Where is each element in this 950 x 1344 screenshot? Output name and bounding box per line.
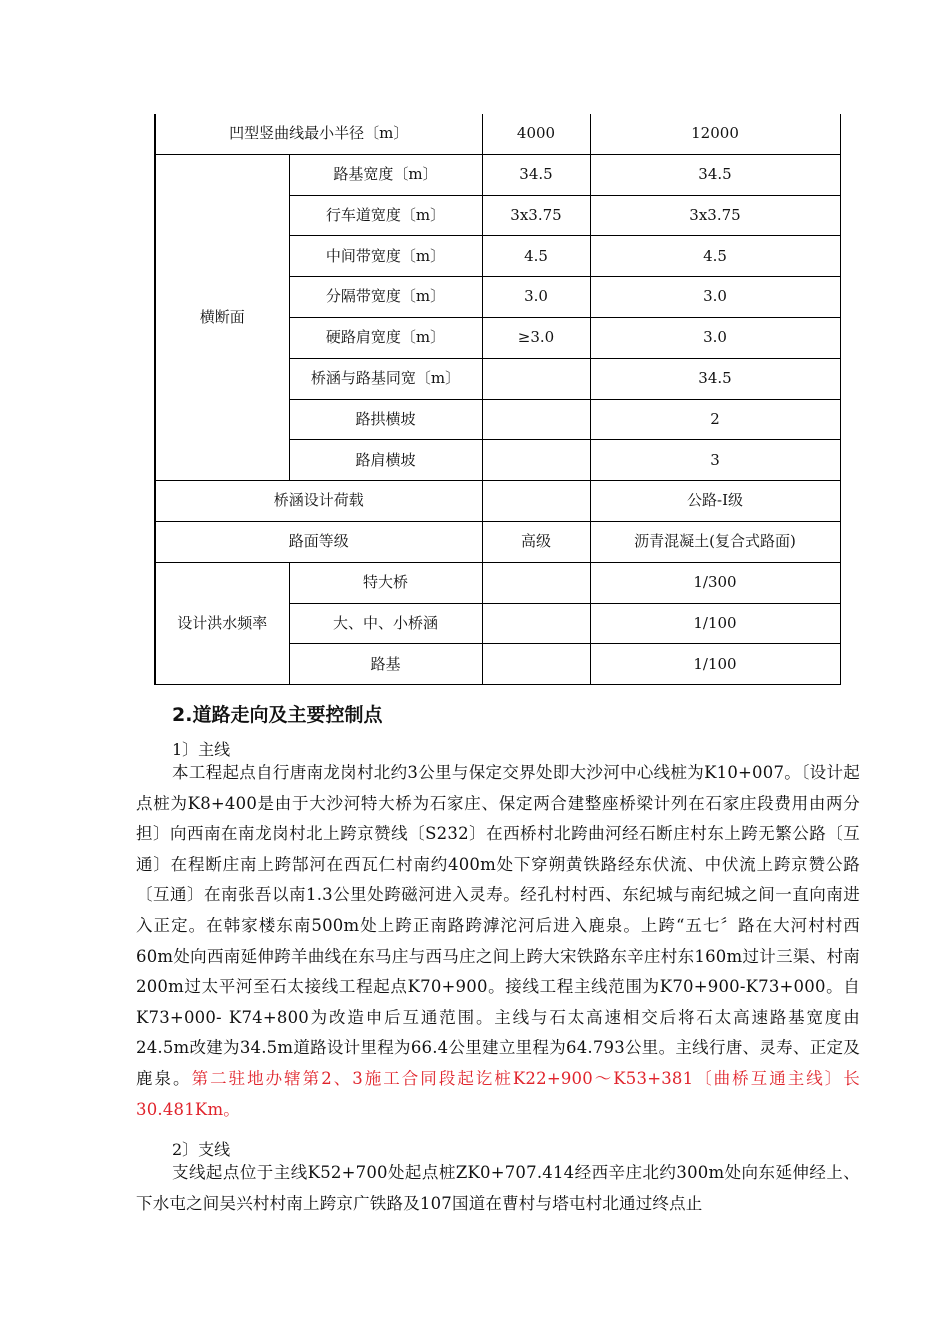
cell-value: 3.0 <box>590 277 840 318</box>
cell-label: 硬路肩宽度〔m〕 <box>289 317 482 358</box>
cell-label: 桥涵设计荷载 <box>155 481 482 522</box>
group-label-cross-section: 横断面 <box>155 154 289 480</box>
cell-label: 路肩横坡 <box>289 440 482 481</box>
cell-value: 12000 <box>590 114 840 154</box>
cell-value: ≥3.0 <box>482 317 590 358</box>
cell-label: 路基宽度〔m〕 <box>289 154 482 195</box>
cell-value: 3x3.75 <box>482 195 590 236</box>
cell-value: 3x3.75 <box>590 195 840 236</box>
cell-value: 沥青混凝土(复合式路面) <box>590 521 840 562</box>
cell-label: 特大桥 <box>289 562 482 603</box>
cell-value: 3.0 <box>482 277 590 318</box>
cell-value: 1/300 <box>590 562 840 603</box>
cell-label: 分隔带宽度〔m〕 <box>289 277 482 318</box>
cell-label: 中间带宽度〔m〕 <box>289 236 482 277</box>
table-row <box>155 114 840 154</box>
cell-value <box>482 481 590 522</box>
paragraph-main-line <box>136 758 860 1125</box>
cell-value: 34.5 <box>482 154 590 195</box>
cell-value <box>482 358 590 399</box>
cell-label: 路基 <box>289 644 482 685</box>
cell-value <box>482 644 590 685</box>
cell-value <box>482 603 590 644</box>
highlighted-text: 第二驻地办辖第2、3施工合同段起讫桩K22+900～K53+381〔曲桥互通主线〕长30.481Km。 <box>136 1068 860 1119</box>
cell-label: 凹型竖曲线最小半径〔m〕 <box>155 114 482 154</box>
paragraph-branch-line: 支线起点位于主线K52+700处起点桩ZK0+707.414经西辛庄北约300m处向东延伸经上、下水屯之间吴兴村村南上跨京广铁路及107国道在曹村与塔屯村北通过终点止 <box>136 1163 860 1213</box>
cell-value: 高级 <box>482 521 590 562</box>
cell-label: 路拱横坡 <box>289 399 482 440</box>
cell-value <box>482 440 590 481</box>
subheading-main-line: 1〕主线 <box>172 740 231 759</box>
spec-table <box>154 114 841 685</box>
group-label-flood: 设计洪水频率 <box>155 562 289 684</box>
table-row <box>155 154 840 195</box>
cell-value: 3.0 <box>590 317 840 358</box>
cell-value: 1/100 <box>590 603 840 644</box>
table-row <box>155 562 840 603</box>
table-row <box>155 481 840 522</box>
table-row <box>155 521 840 562</box>
section-heading: 2.道路走向及主要控制点 <box>172 704 383 726</box>
paragraph-text: 本工程起点自行唐南龙岗村北约3公里与保定交界处即大沙河中心线桩为K10+007。〔设计起点桩为K8+400是由于大沙河特大桥为石家庄、保定两合建整座桥梁计列在石家庄段费用由两分担〕向西南在南龙岗村北上跨京赞线〔S232〕在西桥村北跨曲河经石断庄村东上跨无繁公路〔互通〕在程断庄南上跨郜河在西瓦仁村南约400m处下穿朔黄铁路经东伏流、中伏流上跨京赞公路〔互通〕在南张吾以南1.3公里处跨磁河进入灵寿。经孔村村西、东纪城与南纪城之间一直向南进入正定。在韩家楼东南500m处上跨正南路跨滹沱河后进入鹿泉。上跨“五七〞路在大河村村西60m处向西南延伸跨羊曲线在东马庄与西马庄之间上跨大宋铁路东辛庄村东160m过计三渠、村南200m过太平河至石太接线工程起点K70+900。接线工程主线范围为K70+900-K73+000。自K73+000- K74+800为改造申后互通范围。主线与石太高速相交后将石太高速路基宽度由24.5m改建为34.5m道路设计里程为66.4公里建立里程为64.793公里。主线行唐、灵寿、正定及鹿泉。 <box>136 763 860 1088</box>
cell-value <box>482 399 590 440</box>
cell-value: 2 <box>590 399 840 440</box>
cell-label: 大、中、小桥涵 <box>289 603 482 644</box>
cell-value: 1/100 <box>590 644 840 685</box>
cell-label: 行车道宽度〔m〕 <box>289 195 482 236</box>
cell-value: 34.5 <box>590 358 840 399</box>
cell-value: 4.5 <box>590 236 840 277</box>
cell-value: 3 <box>590 440 840 481</box>
cell-value: 34.5 <box>590 154 840 195</box>
subheading-branch-line: 2〕支线 <box>172 1140 231 1159</box>
cell-label: 桥涵与路基同宽〔m〕 <box>289 358 482 399</box>
cell-value: 4000 <box>482 114 590 154</box>
cell-value: 公路-I级 <box>590 481 840 522</box>
cell-value: 4.5 <box>482 236 590 277</box>
cell-value <box>482 562 590 603</box>
cell-label: 路面等级 <box>155 521 482 562</box>
